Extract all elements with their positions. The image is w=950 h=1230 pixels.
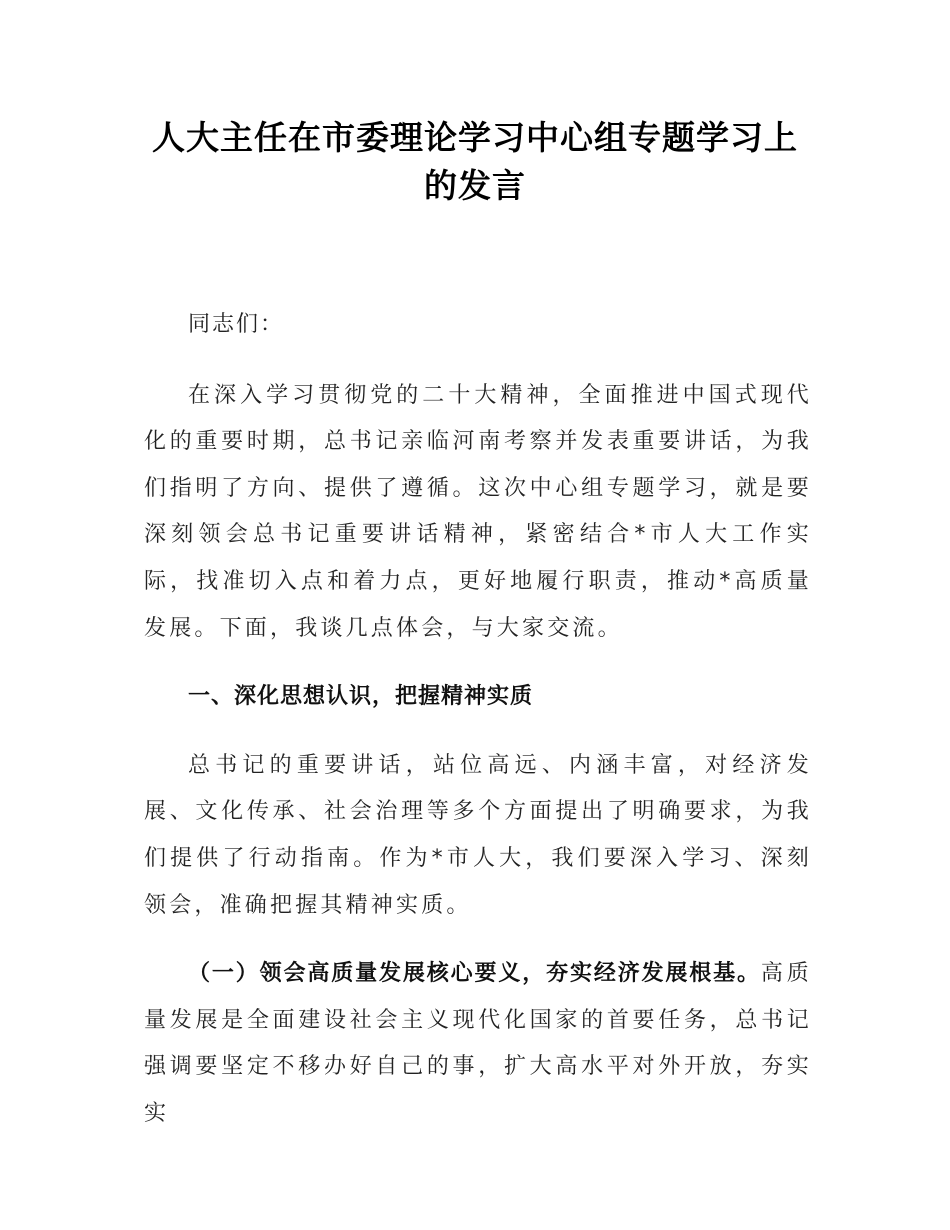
subsection-text-1: 高质量发展是全面建设社会主义现代化国家的首要任务，总书记强调要坚定不移办好自己的事，扩大高水平对外开放，夯实实: [144, 961, 812, 1126]
paragraph-intro: 在深入学习贯彻党的二十大精神，全面推进中国式现代化的重要时期，总书记亲临河南考察并发表重要讲话，为我们指明了方向、提供了遵循。这次中心组专题学习，就是要深刻领会总书记重要讲话精神，紧密结合*市人大工作实际，找准切入点和着力点，更好地履行职责，推动*高质量发展。下面，我谈几点体会，与大家交流。: [144, 382, 812, 641]
title-line-2: 的发言: [424, 166, 526, 205]
salutation: 同志们：: [188, 312, 285, 337]
title-line-1: 人大主任在市委理论学习中心组专题学习上: [152, 118, 798, 157]
document-title: [140, 114, 810, 210]
subsection-heading-1: （一）领会高质量发展核心要义，夯实经济发展根基。: [188, 961, 761, 987]
document-body: [144, 302, 812, 1138]
paragraph-section-1: 总书记的重要讲话，站位高远、内涵丰富，对经济发展、文化传承、社会治理等多个方面提出了明确要求，为我们提供了行动指南。作为*市人大，我们要深入学习、深刻领会，准确把握其精神实质。: [144, 752, 812, 918]
paragraph-subsection-1: [144, 951, 812, 1137]
section-heading-1: 一、深化思想认识，把握精神实质: [188, 684, 534, 710]
